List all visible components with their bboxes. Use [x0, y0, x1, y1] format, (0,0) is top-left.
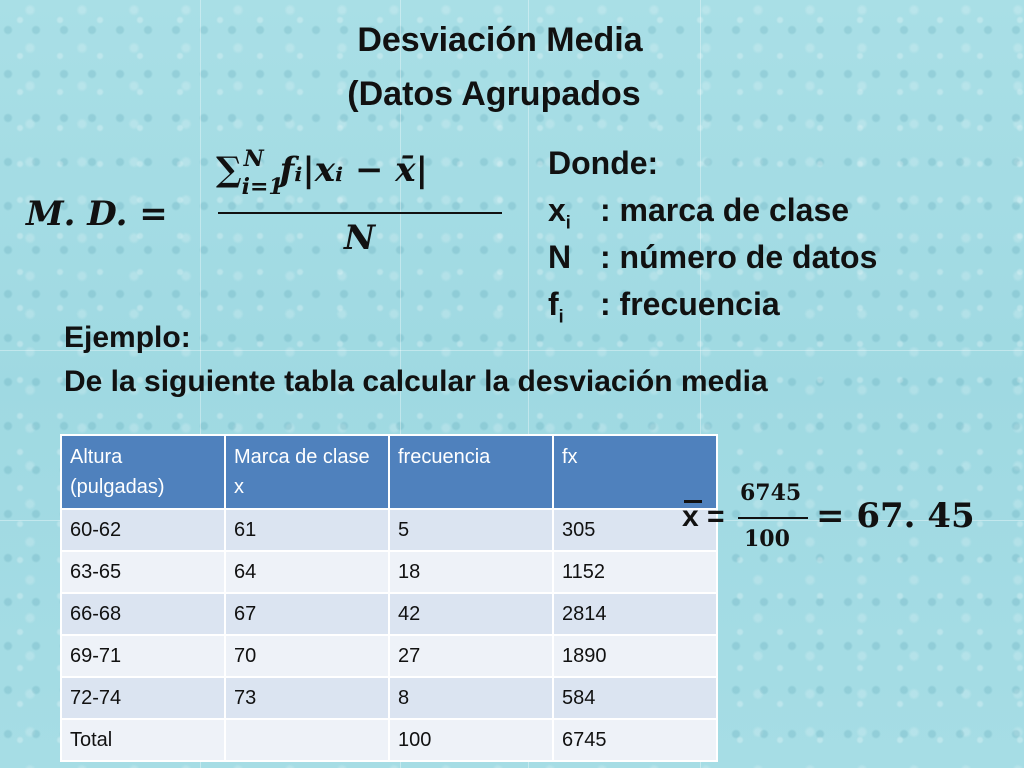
definitions-heading: Donde:: [548, 145, 659, 181]
table-header-cell: frecuencia: [389, 435, 553, 509]
table-cell: 305: [553, 509, 717, 551]
slide-title-line2: (Datos Agrupados: [347, 75, 641, 113]
mean-denominator: 100: [744, 526, 790, 552]
mean-numerator: 6745: [740, 480, 802, 506]
table-cell: [225, 719, 389, 761]
formula-denominator: N: [344, 218, 376, 258]
table-cell: 60-62: [61, 509, 225, 551]
mean-deviation-formula: [26, 140, 496, 270]
table-cell: 18: [389, 551, 553, 593]
formula-numerator: [216, 146, 428, 200]
example-text: De la siguiente tabla calcular la desviación media: [64, 365, 768, 398]
table-row: [61, 677, 717, 719]
sum-lower-limit: i=1: [241, 174, 284, 200]
table-cell: 42: [389, 593, 553, 635]
table-cell: 73: [225, 677, 389, 719]
definition-symbol: N: [548, 239, 572, 275]
table-cell: 61: [225, 509, 389, 551]
definition-text: : frecuencia: [600, 286, 780, 322]
frequency-table: [60, 434, 718, 762]
table-cell: Total: [61, 719, 225, 761]
table-row: [61, 635, 717, 677]
table-row: [61, 593, 717, 635]
table-row: [61, 551, 717, 593]
table-cell: 5: [389, 509, 553, 551]
definition-subscript: i: [565, 212, 571, 233]
mean-result: = 67. 45: [816, 496, 975, 536]
table-cell: 67: [225, 593, 389, 635]
table-cell: 1152: [553, 551, 717, 593]
formula-lhs: M. D. =: [26, 194, 168, 234]
table-cell: 70: [225, 635, 389, 677]
table-cell: 2814: [553, 593, 717, 635]
example-block: [64, 316, 768, 404]
numerator-expression: fᵢ|xᵢ − x̄|: [279, 150, 428, 190]
table-cell: 66-68: [61, 593, 225, 635]
table-total-row: [61, 719, 717, 761]
table-cell: 63-65: [61, 551, 225, 593]
table-cell: 6745: [553, 719, 717, 761]
mean-lhs: x =: [682, 500, 725, 533]
mean-fraction-bar: [738, 517, 808, 519]
table-cell: 72-74: [61, 677, 225, 719]
definition-subscript: i: [558, 306, 564, 327]
table-header-row: [61, 435, 717, 509]
definitions-block: [548, 140, 877, 328]
table-cell: 27: [389, 635, 553, 677]
definition-symbol: f: [548, 286, 559, 322]
table-header-cell: fx: [553, 435, 717, 509]
sum-upper-limit: N: [243, 146, 264, 172]
mean-calculation: [682, 480, 982, 560]
sum-symbol: ∑: [216, 150, 242, 190]
definition-text: : marca de clase: [600, 192, 850, 228]
fraction-bar: [218, 212, 502, 214]
table-row: [61, 509, 717, 551]
definition-text: : número de datos: [600, 239, 878, 275]
table-cell: 8: [389, 677, 553, 719]
example-heading: Ejemplo:: [64, 321, 191, 354]
table-header-cell: Altura (pulgadas): [61, 435, 225, 509]
table-cell: 64: [225, 551, 389, 593]
table-cell: 584: [553, 677, 717, 719]
table-cell: 69-71: [61, 635, 225, 677]
definition-item: [548, 234, 877, 281]
table-cell: 100: [389, 719, 553, 761]
table-cell: 1890: [553, 635, 717, 677]
definition-symbol: x: [548, 192, 566, 228]
slide-title-line1: Desviación Media: [357, 21, 643, 59]
table-header-cell: Marca de clase x: [225, 435, 389, 509]
definition-item: [548, 187, 877, 234]
